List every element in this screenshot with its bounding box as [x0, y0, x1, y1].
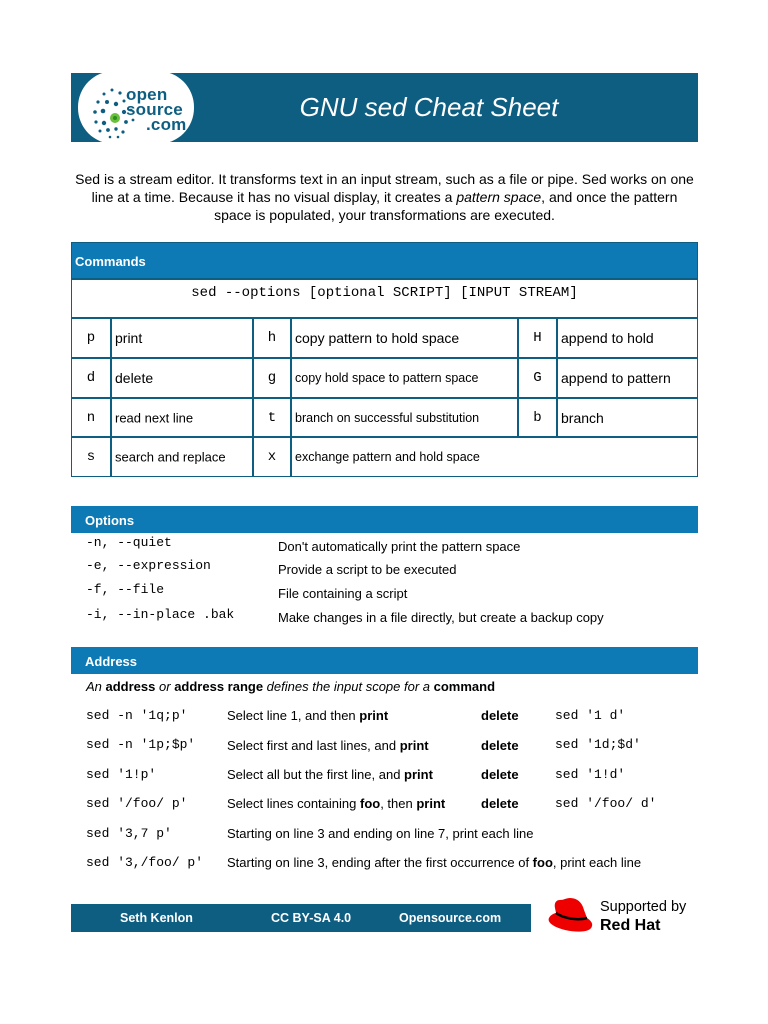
footer-site: Opensource.com [399, 911, 502, 925]
address-desc-text: Starting on line 3 and ending on line 7, print each line [227, 826, 534, 841]
address-desc [227, 796, 445, 811]
address-heading: Address [85, 654, 138, 669]
address-delete-cmd: sed '1 d' [555, 708, 626, 723]
address-print-cmd: sed '1!p' [86, 767, 157, 782]
address-intro-bold: address [105, 679, 156, 694]
address-desc-bold: foo [359, 796, 381, 811]
address-desc-bold: print [404, 767, 433, 782]
logo-text-open: open [126, 85, 168, 104]
cmd-desc: delete [111, 358, 253, 398]
commands-table [71, 242, 698, 477]
option-desc: Make changes in a file directly, but create a backup copy [278, 610, 604, 625]
cmd-key: G [518, 358, 557, 398]
intro-paragraph [72, 170, 697, 224]
cmd-desc: exchange pattern and hold space [291, 437, 698, 477]
cmd-key: H [518, 318, 557, 358]
address-desc-text: Select first and last lines, and [227, 738, 400, 753]
commands-synopsis: sed --options [optional SCRIPT] [INPUT STREAM] [71, 279, 698, 318]
address-desc [227, 855, 641, 870]
cmd-desc: branch on successful substitution [291, 398, 518, 437]
address-desc-text: , print each line [552, 855, 642, 870]
cmd-key: t [253, 398, 291, 437]
address-intro-text: An [86, 679, 106, 694]
cmd-key: s [71, 437, 111, 477]
option-desc: Don't automatically print the pattern space [278, 539, 521, 554]
intro-text-2: , and once the pattern space is populated, your transformations are executed. [214, 189, 678, 223]
option-flag: -e, --expression [86, 558, 211, 573]
cmd-key: g [253, 358, 291, 398]
cmd-desc: copy pattern to hold space [291, 318, 518, 358]
address-desc [227, 767, 433, 782]
page-title: GNU sed Cheat Sheet [299, 92, 559, 122]
cmd-desc: print [111, 318, 253, 358]
redhat-logo-icon [543, 896, 595, 938]
intro-text-1: Sed is a stream editor. It transforms text in an input stream, such as a file or pipe. Sed works on one line at a time. Because it has no visual display, it creates a [75, 171, 694, 205]
address-delete-cmd: sed '/foo/ d' [555, 796, 657, 811]
option-flag: -n, --quiet [86, 535, 172, 550]
address-desc-text: Select line 1, and then [227, 708, 360, 723]
cmd-desc: copy hold space to pattern space [291, 358, 518, 398]
address-print-cmd: sed '3,7 p' [86, 826, 172, 841]
address-print-cmd: sed -n '1q;p' [86, 708, 188, 723]
cmd-desc: append to hold [557, 318, 698, 358]
footer-author: Seth Kenlon [120, 911, 193, 925]
address-delete-label: delete [481, 738, 519, 753]
address-intro-text: or [155, 679, 175, 694]
address-desc-text: Select lines containing [227, 796, 360, 811]
cmd-desc: search and replace [111, 437, 253, 477]
address-desc-bold: print [359, 708, 389, 723]
address-delete-label: delete [481, 767, 519, 782]
options-header [71, 506, 698, 533]
supported-by-label: Supported by [600, 899, 687, 915]
address-print-cmd: sed -n '1p;$p' [86, 737, 196, 752]
cmd-key: n [71, 398, 111, 437]
address-desc [227, 708, 388, 723]
address-intro-bold: address range [174, 679, 264, 694]
address-desc-bold: foo [532, 855, 553, 870]
option-flag: -i, --in-place .bak [86, 607, 235, 622]
address-desc [227, 826, 533, 841]
intro-emphasis: pattern space [456, 189, 542, 205]
footer-license: CC BY-SA 4.0 [271, 911, 352, 925]
address-delete-label: delete [481, 796, 519, 811]
commands-heading: Commands [75, 254, 146, 269]
address-desc [227, 738, 429, 753]
option-desc: Provide a script to be executed [278, 562, 457, 577]
address-desc-text: Starting on line 3, ending after the first occurrence of [227, 855, 533, 870]
address-delete-cmd: sed '1d;$d' [555, 737, 641, 752]
cmd-desc: read next line [111, 398, 253, 437]
logo-text-source: source [126, 100, 183, 119]
sponsor-name: Red Hat [600, 917, 661, 934]
address-intro-text: defines the input scope for a [263, 679, 434, 694]
option-flag: -f, --file [86, 582, 165, 597]
address-intro-bold: command [433, 679, 496, 694]
address-intro [86, 679, 495, 694]
address-print-cmd: sed '3,/foo/ p' [86, 855, 204, 870]
cmd-key: x [253, 437, 291, 477]
cmd-key: b [518, 398, 557, 437]
address-print-cmd: sed '/foo/ p' [86, 796, 188, 811]
logo-text-com: .com [146, 115, 187, 134]
address-desc-bold: print [416, 796, 446, 811]
cmd-key: p [71, 318, 111, 358]
cmd-desc: append to pattern [557, 358, 698, 398]
commands-header [71, 242, 698, 279]
cmd-desc: branch [557, 398, 698, 437]
address-desc-bold: print [399, 738, 429, 753]
footer-band [71, 904, 531, 932]
cmd-key: d [71, 358, 111, 398]
address-delete-label: delete [481, 708, 519, 723]
address-delete-cmd: sed '1!d' [555, 767, 626, 782]
option-desc: File containing a script [278, 586, 408, 601]
address-desc-text: , then [380, 796, 417, 811]
options-heading: Options [85, 513, 135, 528]
address-header [71, 647, 698, 674]
address-desc-text: Select all but the first line, and [227, 767, 405, 782]
cmd-key: h [253, 318, 291, 358]
